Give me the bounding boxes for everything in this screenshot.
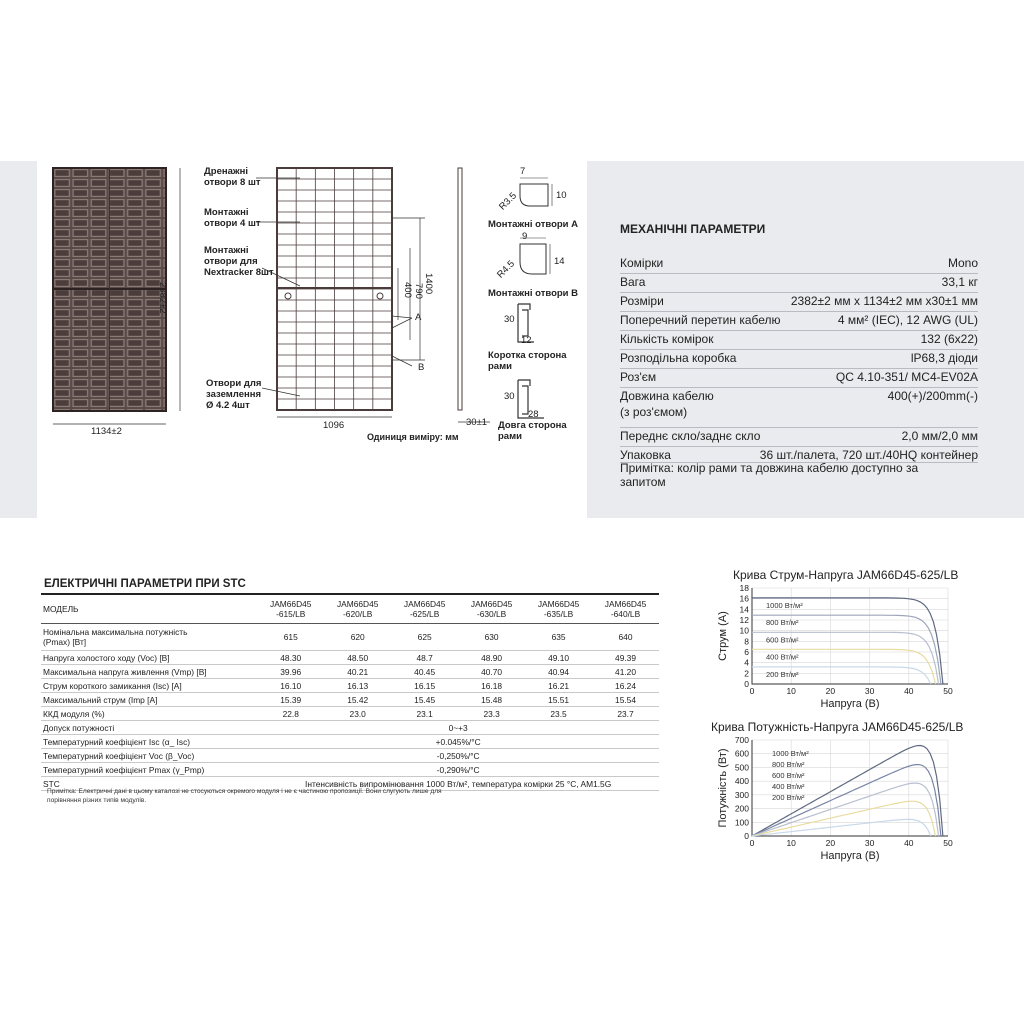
series-label: 400 Вт/м² bbox=[772, 782, 805, 791]
hole-b-height: 14 bbox=[554, 256, 565, 267]
table-row bbox=[41, 707, 659, 721]
parameter-value: 49.10 bbox=[525, 651, 592, 665]
short-frame-height: 30 bbox=[504, 314, 515, 325]
panel-back-view bbox=[277, 168, 392, 410]
model-name-line2: -615/LB bbox=[276, 609, 306, 619]
y-tick-label: 6 bbox=[744, 647, 749, 657]
mechanical-row-value: 2382±2 мм x 1134±2 мм x30±1 мм bbox=[790, 294, 978, 308]
parameter-value: 48.30 bbox=[257, 651, 324, 665]
y-tick-label: 2 bbox=[744, 668, 749, 679]
panel-side-view bbox=[458, 168, 462, 410]
parameter-name: Напруга холостого ходу (Voc) [B] bbox=[41, 651, 257, 665]
mechanical-row bbox=[620, 330, 978, 350]
parameter-value: 40.70 bbox=[458, 665, 525, 679]
y-axis-label: Потужність (Вт) bbox=[717, 748, 729, 828]
series-line bbox=[752, 819, 931, 836]
model-column-header bbox=[391, 594, 458, 624]
x-tick-label: 10 bbox=[786, 686, 796, 696]
hole-a-width: 7 bbox=[520, 166, 526, 177]
parameter-value: 39.96 bbox=[257, 665, 324, 679]
hole-a-radius: R3.5 bbox=[497, 190, 520, 213]
model-name-line1: JAM66D45 bbox=[470, 599, 513, 609]
parameter-value: 16.15 bbox=[391, 679, 458, 693]
model-name-line1: JAM66D45 bbox=[604, 599, 647, 609]
parameter-value: 15.39 bbox=[257, 693, 324, 707]
x-tick-label: 0 bbox=[749, 838, 755, 848]
x-tick-label: 40 bbox=[904, 686, 914, 696]
mechanical-row-key: Переднє скло/заднє скло bbox=[620, 429, 761, 443]
mechanical-row-key-continued: (з роз'ємом) bbox=[620, 405, 688, 419]
mechanical-row-key: Кількість комірок bbox=[620, 332, 714, 346]
hole-b-radius: R4.5 bbox=[495, 258, 518, 281]
parameter-name: Струм короткого замикання (Isc) [A] bbox=[41, 679, 257, 693]
series-line bbox=[752, 801, 936, 836]
electrical-params-title: ЕЛЕКТРИЧНІ ПАРАМЕТРИ ПРИ STC bbox=[44, 578, 246, 590]
parameter-value: 48.7 bbox=[391, 651, 458, 665]
table-row bbox=[41, 749, 659, 763]
parameter-name: Температурний коефіцієнт Pmax (γ_Pmp) bbox=[41, 763, 257, 777]
y-tick-label: 600 bbox=[734, 748, 749, 759]
iv-chart-title: Крива Струм-Напруга JAM66D45-625/LB bbox=[733, 568, 959, 582]
series-label: 600 Вт/м² bbox=[772, 771, 805, 780]
x-tick-label: 50 bbox=[943, 686, 953, 696]
x-axis-label: Напруга (В) bbox=[820, 850, 880, 862]
x-tick-label: 30 bbox=[864, 838, 875, 848]
table-row bbox=[41, 665, 659, 679]
series-line bbox=[752, 783, 939, 836]
mechanical-row bbox=[620, 427, 978, 447]
mechanical-row bbox=[620, 349, 978, 369]
mechanical-row-key: Довжина кабелю bbox=[620, 389, 714, 403]
mechanical-row-key: Вага bbox=[620, 275, 646, 289]
y-tick-label: 10 bbox=[739, 625, 749, 636]
marker-b: B bbox=[418, 362, 425, 373]
parameter-value: -0,290%/°C bbox=[257, 763, 659, 777]
mechanical-row-key: Розподільна коробка bbox=[620, 351, 737, 365]
electrical-params-table bbox=[41, 593, 659, 791]
series-label: 1000 Вт/м² bbox=[766, 600, 803, 610]
x-tick-label: 20 bbox=[825, 838, 836, 848]
model-column-header bbox=[592, 594, 659, 624]
parameter-value: 630 bbox=[458, 624, 525, 651]
y-tick-label: 400 bbox=[734, 776, 749, 787]
table-row bbox=[41, 721, 659, 735]
series-label: 600 Вт/м² bbox=[766, 635, 799, 645]
mechanical-row bbox=[620, 273, 978, 293]
drain-holes-label: Дренажні отвори 8 шт bbox=[204, 166, 261, 188]
model-name-line1: JAM66D45 bbox=[336, 599, 379, 609]
inner-width-dimension: 1096 bbox=[323, 420, 345, 431]
short-frame-label: Коротка сторона рами bbox=[488, 350, 567, 372]
parameter-value: 48.50 bbox=[324, 651, 391, 665]
series-label: 200 Вт/м² bbox=[766, 669, 799, 679]
parameter-value: 23.5 bbox=[525, 707, 592, 721]
parameter-name: Температурний коефіцієнт Voc (β_Voc) bbox=[41, 749, 257, 763]
dimension-1400: 1400 bbox=[423, 273, 434, 295]
mechanical-row-value: lP68,3 діоди bbox=[910, 351, 978, 365]
series-label: 200 Вт/м² bbox=[772, 793, 805, 802]
parameter-name bbox=[41, 624, 257, 651]
parameter-value: +0.045%/°C bbox=[257, 735, 659, 749]
mechanical-row-value: 4 мм² (IEC), 12 AWG (UL) bbox=[837, 313, 978, 327]
mechanical-row-value: 33,1 кг bbox=[941, 275, 978, 289]
hole-b-width: 9 bbox=[522, 231, 528, 242]
x-tick-label: 30 bbox=[864, 686, 875, 696]
model-name-line2: -620/LB bbox=[343, 609, 373, 619]
x-tick-label: 40 bbox=[904, 838, 914, 848]
dimension-790: 790 bbox=[413, 283, 424, 299]
y-tick-label: 4 bbox=[744, 657, 749, 668]
panel-front-view bbox=[53, 168, 166, 411]
parameter-name: ККД модуля (%) bbox=[41, 707, 257, 721]
table-row bbox=[41, 624, 659, 651]
mechanical-row bbox=[620, 311, 978, 331]
parameter-value: 625 bbox=[391, 624, 458, 651]
parameter-value: 22.8 bbox=[257, 707, 324, 721]
nextracker-holes-label: Монтажні отвори для Nextracker 8шт bbox=[204, 245, 274, 278]
y-tick-label: 700 bbox=[734, 735, 749, 745]
parameter-value: 40.45 bbox=[391, 665, 458, 679]
model-name-line1: JAM66D45 bbox=[403, 599, 446, 609]
mechanical-row bbox=[620, 292, 978, 312]
mechanical-row-value: 2,0 мм/2,0 мм bbox=[901, 429, 978, 443]
parameter-value: 16.10 bbox=[257, 679, 324, 693]
mechanical-row-key: Розміри bbox=[620, 294, 664, 308]
y-tick-label: 100 bbox=[734, 817, 749, 828]
long-frame-height: 30 bbox=[504, 391, 515, 402]
parameter-value: Інтенсивність випромінювання 1000 Вт/м², температура комірки 25 °C, AM1.5G bbox=[257, 777, 659, 791]
parameter-value: 40.21 bbox=[324, 665, 391, 679]
parameter-value: 15.45 bbox=[391, 693, 458, 707]
series-label: 800 Вт/м² bbox=[772, 760, 805, 769]
model-name-line1: JAM66D45 bbox=[270, 599, 312, 609]
series-label: 400 Вт/м² bbox=[766, 652, 799, 662]
parameter-value: 16.24 bbox=[592, 679, 659, 693]
parameter-value: 15.48 bbox=[458, 693, 525, 707]
parameter-value: 620 bbox=[324, 624, 391, 651]
y-tick-label: 16 bbox=[739, 593, 749, 604]
table-row bbox=[41, 735, 659, 749]
parameter-value: 48.90 bbox=[458, 651, 525, 665]
y-tick-label: 14 bbox=[739, 604, 749, 615]
mechanical-row-value: 400(+)/200mm(-) bbox=[887, 389, 978, 403]
parameter-value: 615 bbox=[257, 624, 324, 651]
height-dimension: 2382±2 bbox=[157, 282, 168, 314]
parameter-value: 23.3 bbox=[458, 707, 525, 721]
model-name-line2: -625/LB bbox=[409, 609, 440, 619]
thickness-dimension: 30±1 bbox=[466, 417, 488, 428]
table-row bbox=[41, 693, 659, 707]
mechanical-row bbox=[620, 387, 978, 428]
mechanical-row-key: Поперечний перетин кабелю bbox=[620, 313, 781, 327]
x-axis-label: Напруга (В) bbox=[820, 698, 880, 710]
y-tick-label: 0 bbox=[744, 679, 749, 689]
mechanical-params-title: МЕХАНІЧНІ ПАРАМЕТРИ bbox=[620, 222, 766, 236]
parameter-name: Максимальний струм (Imp [A] bbox=[41, 693, 257, 707]
pv-chart-title: Крива Потужність-Напруга JAM66D45-625/LB bbox=[711, 720, 964, 734]
model-name-line2: -640/LB bbox=[610, 609, 641, 619]
units-label: Одиниця виміру: мм bbox=[367, 432, 459, 442]
parameter-name: Максимальна напруга живлення (Vmp) [B] bbox=[41, 665, 257, 679]
mechanical-row-value: 36 шт./палета, 720 шт./40HQ контейнер bbox=[759, 448, 978, 462]
parameter-value: 635 bbox=[525, 624, 592, 651]
parameter-name: Температурний коефіцієнт Isc (α_ Isc) bbox=[41, 735, 257, 749]
hole-a-height: 10 bbox=[556, 190, 567, 201]
long-frame-width: 28 bbox=[528, 409, 539, 420]
model-name-line2: -635/LB bbox=[543, 609, 574, 619]
grounding-holes-label: Отвори для заземлення Ø 4.2 4шт bbox=[206, 378, 262, 411]
mechanical-row bbox=[620, 368, 978, 388]
marker-a: A bbox=[415, 312, 422, 323]
table-row bbox=[41, 763, 659, 777]
parameter-value: 15.42 bbox=[324, 693, 391, 707]
y-tick-label: 300 bbox=[734, 789, 749, 800]
mechanical-row bbox=[620, 254, 978, 274]
parameter-name-line1: Номінальна максимальна потужність bbox=[43, 627, 188, 637]
parameter-value: 40.94 bbox=[525, 665, 592, 679]
y-tick-label: 500 bbox=[734, 762, 749, 773]
y-axis-label: Струм (А) bbox=[717, 611, 729, 661]
parameter-value: 23.1 bbox=[391, 707, 458, 721]
mechanical-row-key: Роз'єм bbox=[620, 370, 657, 384]
parameter-name: Допуск потужності bbox=[41, 721, 257, 735]
parameter-value: 16.18 bbox=[458, 679, 525, 693]
model-column-header bbox=[324, 594, 391, 624]
mechanical-row-value: QC 4.10-351/ MC4-EV02A bbox=[835, 370, 978, 384]
model-name-line2: -630/LB bbox=[476, 609, 507, 619]
table-row bbox=[41, 679, 659, 693]
x-tick-label: 10 bbox=[786, 838, 796, 848]
model-column-header bbox=[525, 594, 592, 624]
parameter-value: 23.0 bbox=[324, 707, 391, 721]
hole-a-label: Монтажні отвори А bbox=[488, 219, 579, 230]
electrical-footnote: Примітка: Електричні дані в цьому каталозі не стосуються окремого модуля і не є частиною пропозиції. Вони слугують лише для порівняння різних типів модулів. bbox=[47, 788, 442, 804]
y-tick-label: 200 bbox=[734, 803, 749, 814]
iv-chart bbox=[712, 582, 972, 714]
y-tick-label: 12 bbox=[739, 615, 749, 625]
y-tick-label: 18 bbox=[739, 583, 749, 593]
mounting-holes-label: Монтажні отвори 4 шт bbox=[204, 207, 261, 229]
hole-b-detail bbox=[520, 238, 550, 274]
parameter-value: 16.21 bbox=[525, 679, 592, 693]
x-tick-label: 50 bbox=[943, 838, 953, 848]
mechanical-row-value: 132 (6x22) bbox=[920, 332, 978, 346]
parameter-name: STC bbox=[41, 777, 257, 791]
x-tick-label: 0 bbox=[749, 686, 755, 696]
x-tick-label: 20 bbox=[825, 686, 836, 696]
parameter-value: -0,250%/°C bbox=[257, 749, 659, 763]
table-header-row bbox=[41, 594, 659, 624]
parameter-value: 23.7 bbox=[592, 707, 659, 721]
parameter-value: 15.51 bbox=[525, 693, 592, 707]
hole-a-detail bbox=[520, 178, 552, 206]
width-dimension: 1134±2 bbox=[91, 426, 122, 437]
y-tick-label: 8 bbox=[744, 636, 749, 647]
long-frame-label: Довга сторона рами bbox=[498, 420, 567, 442]
mechanical-note: Примітка: колір рами та довжина кабелю доступно за запитом bbox=[620, 461, 919, 489]
parameter-value: 49.39 bbox=[592, 651, 659, 665]
y-tick-label: 0 bbox=[744, 831, 749, 841]
model-column-header bbox=[458, 594, 525, 624]
model-column-header bbox=[257, 594, 324, 624]
table-row bbox=[41, 651, 659, 665]
pv-chart bbox=[712, 734, 972, 866]
series-label: 1000 Вт/м² bbox=[772, 749, 809, 758]
series-label: 800 Вт/м² bbox=[766, 618, 799, 628]
model-header: МОДЕЛЬ bbox=[41, 594, 257, 624]
parameter-value: 640 bbox=[592, 624, 659, 651]
mechanical-row-key: Комірки bbox=[620, 256, 664, 270]
mechanical-row-key: Упаковка bbox=[620, 448, 671, 462]
dimension-400: 400 bbox=[402, 282, 413, 298]
short-frame-width: 12 bbox=[521, 335, 532, 346]
model-name-line1: JAM66D45 bbox=[537, 599, 580, 609]
parameter-name-line2: (Pmax) [Вт] bbox=[43, 637, 87, 647]
parameter-value: 16.13 bbox=[324, 679, 391, 693]
hole-b-label: Монтажні отвори В bbox=[488, 288, 579, 299]
parameter-value: 0~+3 bbox=[257, 721, 659, 735]
parameter-value: 15.54 bbox=[592, 693, 659, 707]
mechanical-row-value: Mono bbox=[947, 256, 978, 270]
parameter-value: 41.20 bbox=[592, 665, 659, 679]
